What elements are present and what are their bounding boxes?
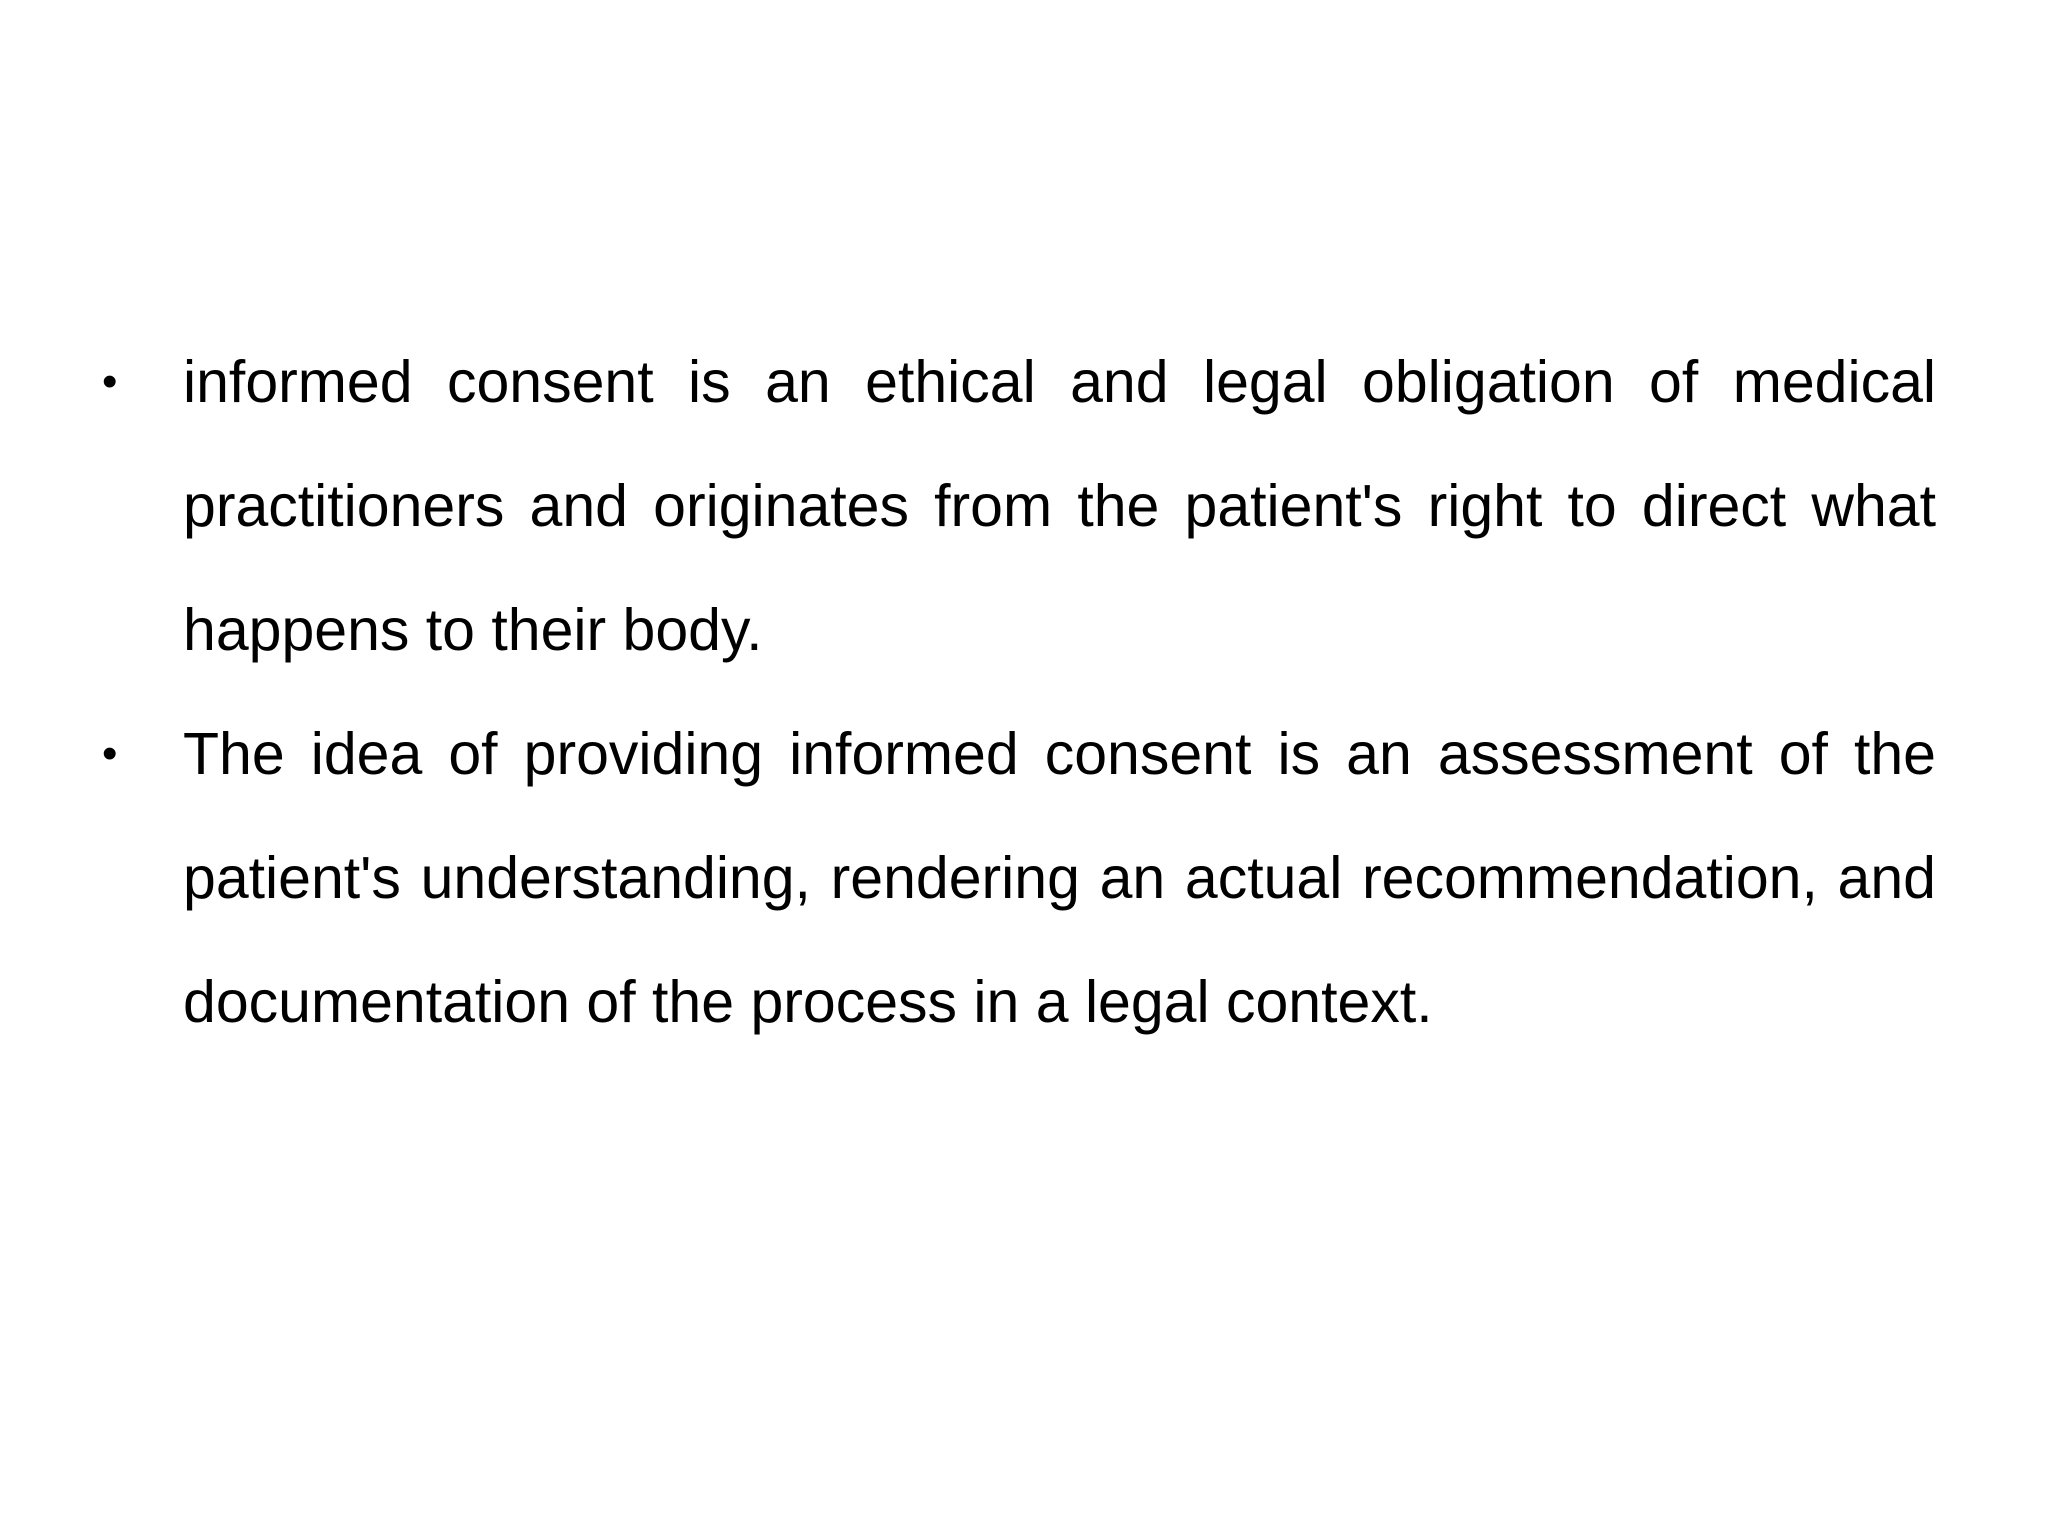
bullet-text: informed consent is an ethical and legal obligation of medical practitioners and originates from the patient's right to direct what happens to their body. <box>183 349 1936 663</box>
bullet-text: The idea of providing informed consent is an assessment of the patient's understanding, rendering an actual recommendation, and documentation of the process in a legal context. <box>183 721 1936 1035</box>
bullet-dot-icon: • <box>102 729 118 778</box>
bullet-item-informed-consent-obligation <box>100 320 1936 692</box>
bullet-list <box>100 320 1936 1064</box>
bullet-item-informed-consent-assessment <box>100 692 1936 1064</box>
bullet-dot-icon: • <box>102 357 118 406</box>
